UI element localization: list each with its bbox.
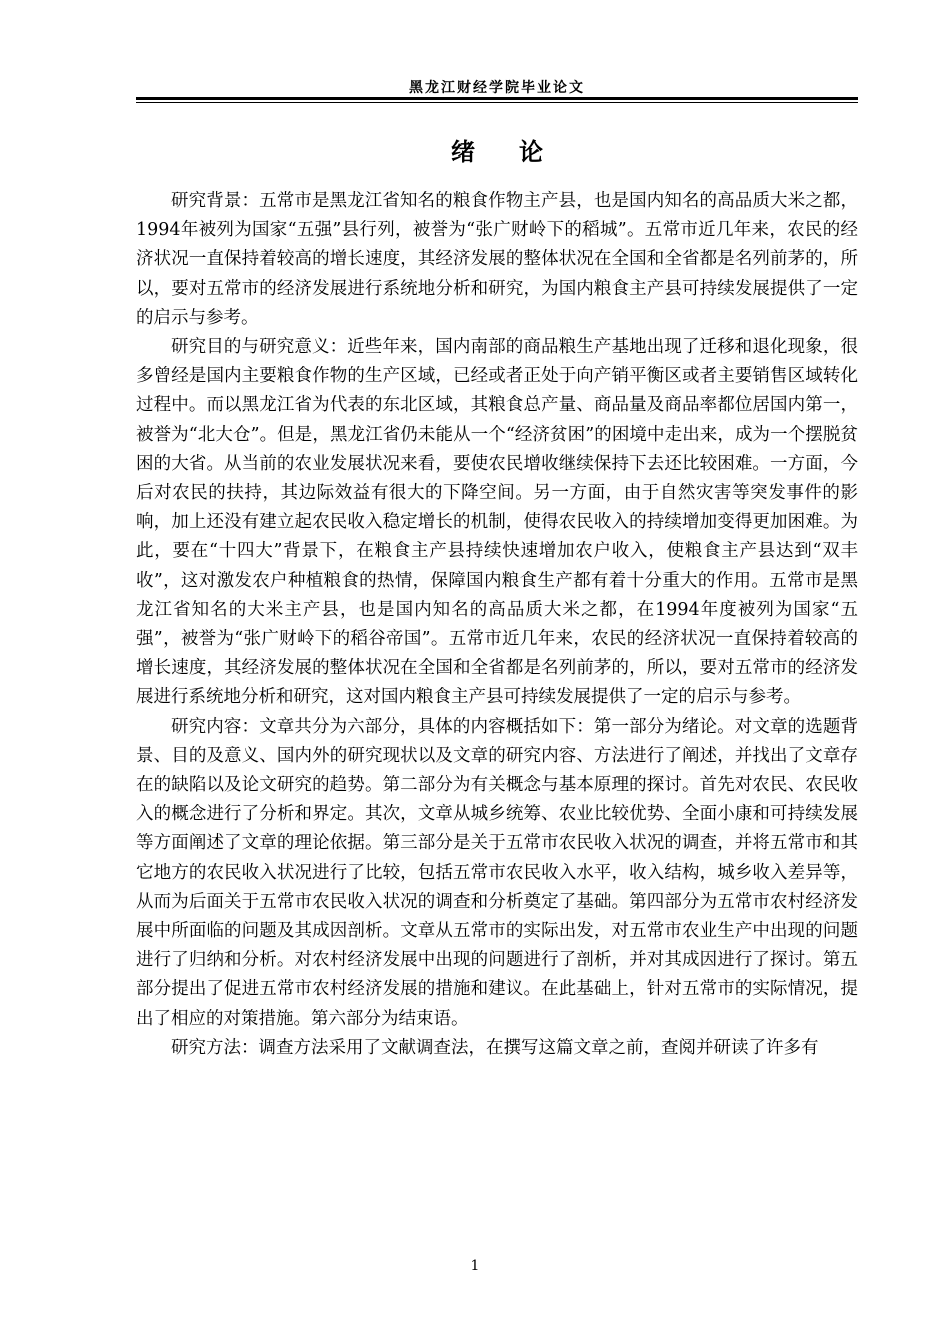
chapter-title: 绪论 xyxy=(451,137,587,166)
running-header: 黑龙江财经学院毕业论文 xyxy=(409,80,585,96)
paragraph-background: 研究背景：五常市是黑龙江省知名的粮食作物主产县，也是国内知名的高品质大米之都，1994年被列为国家“五强”县行列，被誉为“张广财岭下的稻城”。五常市近几年来，农民的经济状况一直保持着较高的增长速度，其经济发展的整体状况在全国和全省都是名列前茅的，所以，要对五常市的经济发展进行系统地分析和研究，为国内粮食主产县可持续发展提供了一定的启示与参考。 xyxy=(136,191,858,328)
header-rule-thick xyxy=(136,97,858,100)
paragraph-content: 研究内容：文章共分为六部分，具体的内容概括如下：第一部分为绪论。对文章的选题背景、目的及意义、国内外的研究现状以及文章的研究内容、方法进行了阐述，并找出了文章存在的缺陷以及论文研究的趋势。第二部分为有关概念与基本原理的探讨。首先对农民、农民收入的概念进行了分析和界定。其次，文章从城乡统筹、农业比较优势、全面小康和可持续发展等方面阐述了文章的理论依据。第三部分是关于五常市农民收入状况的调查，并将五常市和其它地方的农民收入状况进行了比较，包括五常市农民收入水平，收入结构，城乡收入差异等，从而为后面关于五常市农民收入状况的调查和分析奠定了基础。第四部分为五常市农村经济发展中所面临的问题及其成因剖析。文章从五常市的实际出发，对五常市农业生产中出现的问题进行了归纳和分析。对农村经济发展中出现的问题进行了剖析，并对其成因进行了探讨。第五部分提出了促进五常市农村经济发展的措施和建议。在此基础上，针对五常市的实际情况，提出了相应的对策措施。第六部分为结束语。 xyxy=(136,716,858,1029)
body-text xyxy=(136,187,858,1063)
header-rule-thin xyxy=(136,102,858,103)
paragraph-method: 研究方法：调查方法采用了文献调查法，在撰写这篇文章之前，查阅并研读了许多有 xyxy=(171,1037,819,1058)
page-number: 1 xyxy=(470,1258,480,1274)
paragraph-purpose: 研究目的与研究意义：近些年来，国内南部的商品粮生产基地出现了迁移和退化现象，很多曾经是国内主要粮食作物的生产区域，已经或者正处于向产销平衡区或者主要销售区域转化过程中。而以黑龙江省为代表的东北区域，其粮食总产量、商品量及商品率都位居国内第一，被誉为“北大仓”。但是，黑龙江省仍未能从一个“经济贫困”的困境中走出来，成为一个摆脱贫困的大省。从当前的农业发展状况来看，要使农民增收继续保持下去还比较困难。一方面，今后对农民的扶持，其边际效益有很大的下降空间。另一方面，由于自然灾害等突发事件的影响，加上还没有建立起农民收入稳定增长的机制，使得农民收入的持续增加变得更加困难。为此，要在“十四大”背景下，在粮食主产县持续快速增加农户收入，使粮食主产县达到“双丰收”，这对激发农户种植粮食的热情，保障国内粮食生产都有着十分重大的作用。五常市是黑龙江省知名的大米主产县，也是国内知名的高品质大米之都，在1994年度被列为国家“五强”，被誉为“张广财岭下的稻谷帝国”。五常市近几年来，农民的经济状况一直保持着较高的增长速度，其经济发展的整体状况在全国和全省都是名列前茅的，所以，要对五常市的经济发展进行系统地分析和研究，这对国内粮食主产县可持续发展提供了一定的启示与参考。 xyxy=(136,337,858,708)
